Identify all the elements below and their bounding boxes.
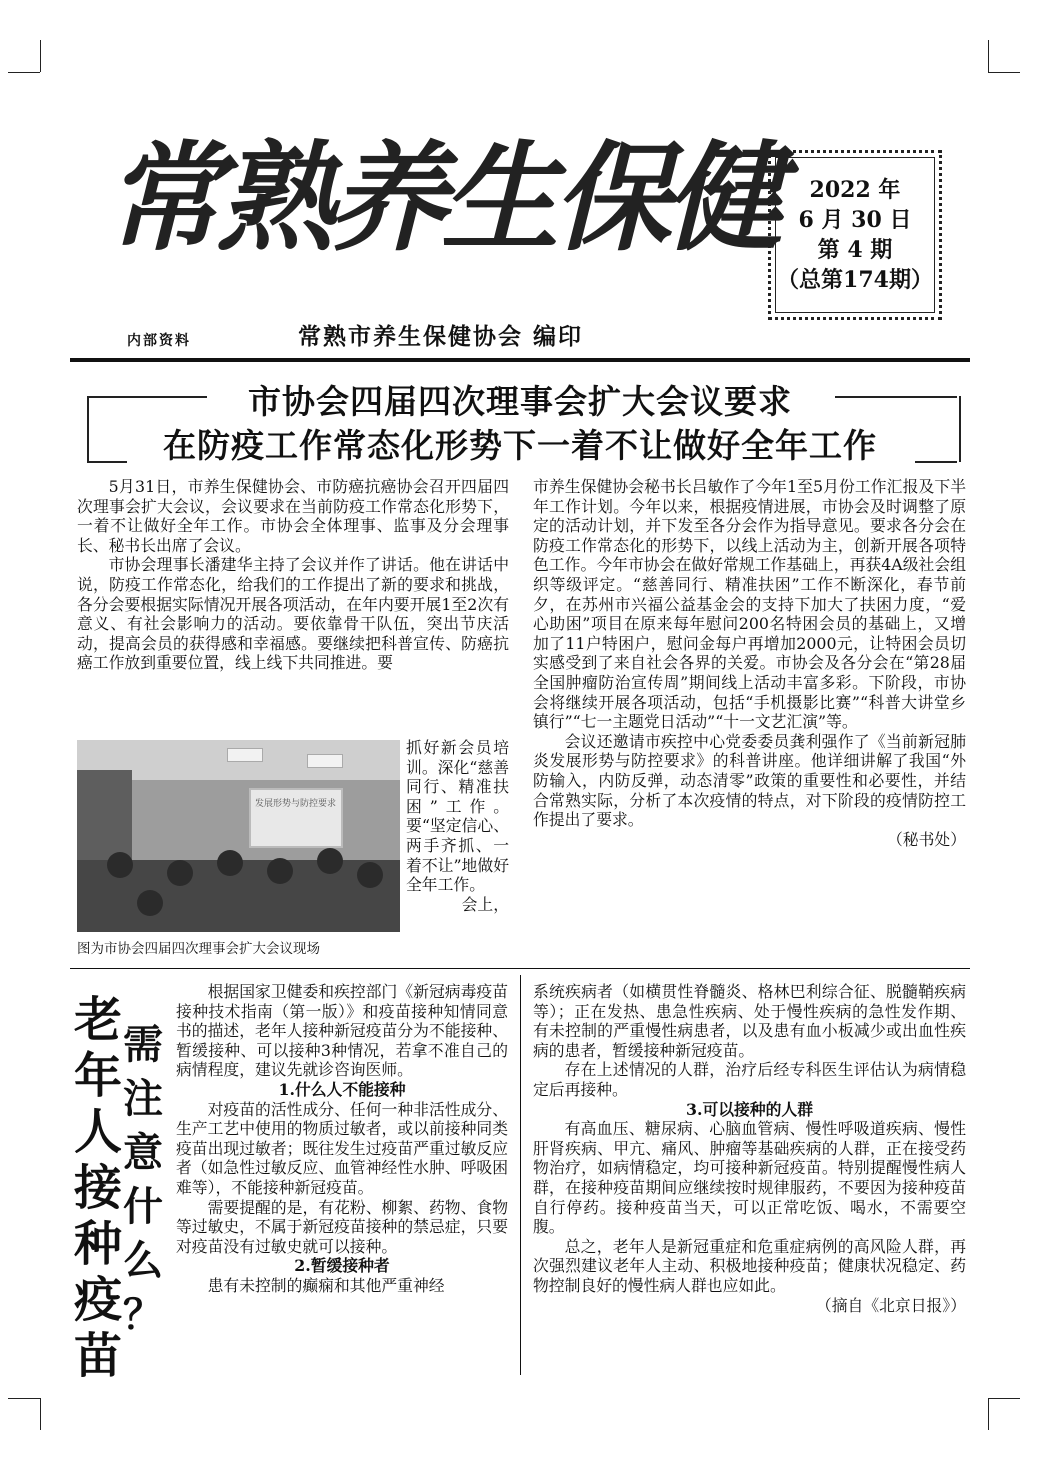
crop-mark xyxy=(8,72,40,73)
article1-signature: （秘书处） xyxy=(887,829,966,849)
article1-left-column xyxy=(77,477,509,673)
article2-left-column xyxy=(176,982,508,1296)
article2-paragraph: 有高血压、糖尿病、心脑血管病、慢性呼吸道疾病、慢性肝肾疾病、甲亢、痛风、肿瘤等基础疾病的人群，正在接受药物治疗，如病情稳定，均可接种新冠疫苗。特别提醒慢性病人群，在接种疫苗期间应继续按时规律服药，不要因为接种疫苗自行停药。接种疫苗当天，可以正常吃饭、喝水，不需要空腹。 xyxy=(533,1119,966,1237)
title-char: 接 xyxy=(73,1160,122,1216)
crop-mark xyxy=(40,40,41,72)
article1-paragraph: 会上， xyxy=(461,894,509,914)
crop-mark xyxy=(988,1398,1020,1399)
article1-paragraph: 会议还邀请市疾控中心党委委员龚利强作了《当前新冠肺炎发展形势与防控要求》的科普讲座。他详细讲解了我国“外防输入，内防反弹，动态清零”政策的重要性和必要性，并结合常熟实际，分析了本次疫情的特点，对下阶段的疫情防控工作提出了要求。 xyxy=(533,731,966,830)
title-char: 人 xyxy=(73,1104,122,1160)
masthead-title: 常熟养生保健 xyxy=(105,128,778,267)
crop-mark xyxy=(988,40,989,72)
article2-paragraph: 存在上述情况的人群，治疗后经专科医生评估认为病情稳定后再接种。 xyxy=(533,1060,966,1099)
photo-caption: 图为市协会四届四次理事会扩大会议现场 xyxy=(77,941,320,957)
section-divider xyxy=(70,968,970,969)
title-char: 么 xyxy=(123,1238,163,1284)
projector-screen xyxy=(249,788,343,848)
internal-label: 内部资料 xyxy=(127,333,191,349)
title-char: 需 xyxy=(123,1022,163,1068)
article2-paragraph: 患有未控制的癫痫和其他严重神经 xyxy=(207,1275,445,1295)
title-char: 老 xyxy=(73,992,122,1048)
article1-headline-line2: 在防疫工作常态化形势下一着不让做好全年工作 xyxy=(163,426,877,465)
issue-box xyxy=(768,150,942,320)
article2-section-heading: 1.什么人不能接种 xyxy=(278,1079,406,1099)
article1-paragraph: 市协会理事长潘建华主持了会议并作了讲话。他在讲话中说，防疫工作常态化，给我们的工作提出了新的要求和挑战，各分会要根据实际情况开展各项活动，在年内要开展1至2次有意义、有社会影响力的活动。要依靠骨干队伍，突出节庆活动，提高会员的获得感和幸福感。要继续把科普宣传、防癌抗癌工作放到重要位置，线上线下共同推进。要 xyxy=(77,555,509,673)
crop-mark xyxy=(988,72,1020,73)
title-char: 意 xyxy=(123,1130,163,1176)
title-char: 年 xyxy=(73,1048,122,1104)
issue-number: 第 4 期 xyxy=(817,237,893,263)
title-char: 疫 xyxy=(73,1272,122,1328)
article1-paragraph: 市养生保健协会秘书长吕敏作了今年1至5月份工作汇报及下半年工作计划。今年以来，根据疫情进展，市协会及时调整了原定的活动计划，并下发至各分会作为指导意见。要求各分会在防疫工作常态化的形势下，以线上活动为主，创新开展各项特色工作。今年市协会在做好常规工作基础上，再获4A级社会组织等级评定。“慈善同行、精准扶困”工作不断深化，春节前夕，在苏州市兴福公益基金会的支持下加大了扶困力度，“爱心助困”项目在原来每年慰问200名特困会员的基础上，又增加了11户特困户，慰问金每户再增加2000元，让特困会员切实感受到了来自社会各界的关爱。市协会及各分会在“第28届全国肿瘤防治宣传周”期间线上活动丰富多彩。下阶段，市协会将继续开展各项活动，包括“手机摄影比赛”“科普大讲堂乡镇行”“七一主题党日活动”“十一文艺汇演”等。 xyxy=(533,477,966,732)
article1-paragraph: 抓好新会员培训。深化“慈善同行、精准扶困”工作。要“坚定信心、两手齐抓、一着不让”地做好全年工作。 xyxy=(406,738,509,895)
title-char: 种 xyxy=(73,1216,122,1272)
crop-mark xyxy=(988,1398,989,1430)
article1-headline-line1: 市协会四届四次理事会扩大会议要求 xyxy=(248,382,792,421)
article2-source: （摘自《北京日报》） xyxy=(815,1295,966,1315)
title-char: 苗 xyxy=(73,1328,122,1384)
title-char: ？ xyxy=(123,1292,163,1338)
issue-info xyxy=(775,157,935,313)
article2-paragraph: 对疫苗的活性成分、任何一种非活性成分、生产工艺中使用的物质过敏者，或以前接种同类疫苗出现过敏者；既往发生过疫苗严重过敏反应者（如急性过敏反应、血管神经性水肿、呼吸困难等），不能接种新冠疫苗。 xyxy=(176,1099,508,1197)
article2-paragraph: 总之，老年人是新冠重症和危重症病例的高风险人群，再次强烈建议老年人主动、积极地接种疫苗；健康状况稳定、药物控制良好的慢性病人群也应如此。 xyxy=(533,1236,966,1295)
issue-year: 2022 年 xyxy=(809,177,901,203)
article2-paragraph: 根据国家卫健委和疾控部门《新冠病毒疫苗接种技术指南（第一版）》和疫苗接种知情同意书的描述，老年人接种新冠疫苗分为不能接种、暂缓接种、可以接种3种情况，若拿不准自己的病情程度，建议先就诊咨询医师。 xyxy=(176,982,508,1080)
article2-title-main xyxy=(70,992,126,1384)
article2-section-heading: 2.暂缓接种者 xyxy=(294,1256,390,1276)
article2-paragraph: 系统疾病者（如横贯性脊髓炎、格林巴利综合征、脱髓鞘疾病等）；正在发热、患急性疾病、处于慢性疾病的急性发作期、有未控制的严重慢性病患者，以及患有血小板减少或出血性疾病的患者，暂缓接种新冠疫苗。 xyxy=(533,982,966,1060)
title-char: 什 xyxy=(123,1184,163,1230)
article2-title-sub xyxy=(120,1018,166,1342)
screen-text: 发展形势与防控要求 xyxy=(255,799,337,809)
issue-date: 6 月 30 日 xyxy=(798,207,912,233)
publisher-line: 常熟市养生保健协会 编印 xyxy=(298,324,584,350)
meeting-photo xyxy=(77,740,400,932)
masthead-rule xyxy=(70,358,970,362)
crop-mark xyxy=(40,1398,41,1430)
article2-section-heading: 3.可以接种的人群 xyxy=(685,1099,814,1119)
article2-right-column xyxy=(533,982,966,1315)
column-divider xyxy=(520,975,521,1375)
article1-beside-photo xyxy=(406,738,509,914)
article1-right-column xyxy=(533,477,966,849)
article2-paragraph: 需要提醒的是，有花粉、柳絮、药物、食物等过敏史，不属于新冠疫苗接种的禁忌症，只要对疫苗没有过敏史就可以接种。 xyxy=(176,1197,508,1256)
article1-paragraph: 5月31日，市养生保健协会、市防癌抗癌协会召开四届四次理事会扩大会议，会议要求在当前防疫工作常态化形势下，一着不让做好全年工作。市协会全体理事、监事及分会理事长、秘书长出席了会议。 xyxy=(77,477,509,555)
issue-total: （总第174期） xyxy=(777,267,933,293)
title-char: 注 xyxy=(123,1076,163,1122)
crop-mark xyxy=(8,1398,40,1399)
